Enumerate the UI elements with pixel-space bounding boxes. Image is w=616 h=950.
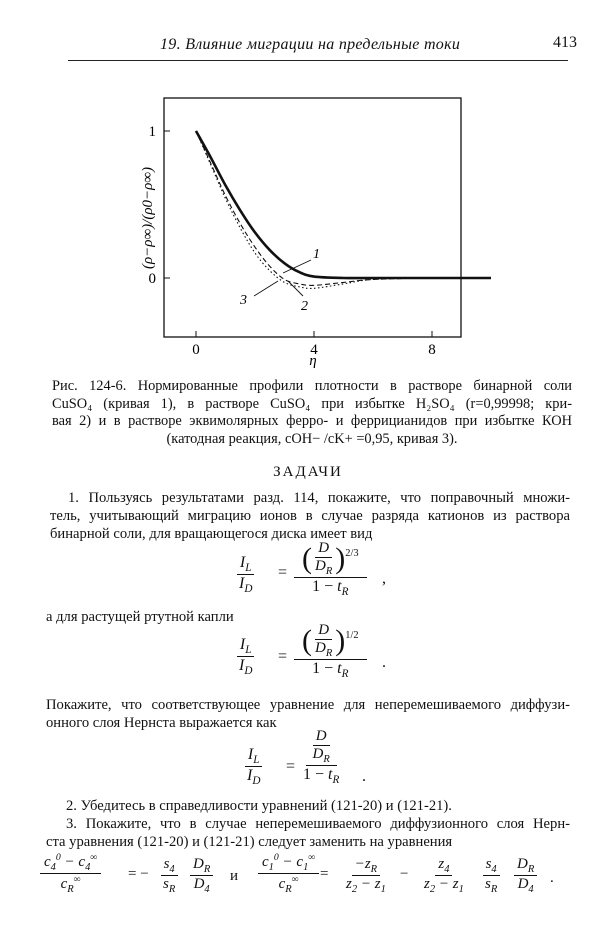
x-tick-label-8: 8 — [428, 342, 436, 358]
problem-3-text — [46, 815, 570, 851]
problem-2-text: 2. Убедитесь в справедливости уравнений (121-20) и (121-21). — [66, 798, 452, 814]
caption-line-2: CuSO₄ (кривая 1), в растворе CuSO₄ при избытке H₂SO₄ (r=0,99998; кри- — [52, 395, 572, 412]
eq1-lhs: $\frac{I_L}{I_D}$ — [236, 554, 255, 595]
page-number: 413 — [553, 34, 577, 51]
caption-line-1: Рис. 124-6. Нормированные профили плотности в растворе бинарной соли — [52, 378, 572, 394]
y-axis-label: (ρ−ρ∞)/(ρ0−ρ∞) — [140, 166, 156, 270]
problem-1-text — [50, 489, 570, 543]
figure-caption — [52, 378, 572, 448]
problem-3-line-1: 3. Покажите, что в случае неперемешиваемого диффузионного слоя Нерн- — [66, 816, 570, 832]
problem-1-text-2 — [46, 696, 570, 732]
equation-3: $\frac{I_L}{I_D}$ = $\frac{\frac{D}{D_R}}{1 - t_R}$ . — [244, 728, 374, 792]
axis-ticks — [164, 131, 432, 337]
curve-label-2: 2 — [301, 299, 308, 314]
exp-2-3: 2/3 — [345, 547, 359, 559]
eq1-denominator: $1 - t_R$ — [312, 578, 349, 599]
plot-frame — [164, 98, 461, 337]
problem-1-line-6: онного слоя Нернста выражается как — [46, 715, 277, 731]
x-tick-label-0: 0 — [192, 342, 200, 358]
x-axis-label: η — [309, 353, 317, 369]
problem-1-line-3: бинарной соли, для вращающегося диска имеет вид — [50, 526, 373, 542]
caption-line-4: (катодная реакция, cOH− /cK+ =0,95, кривая 3). — [166, 430, 458, 447]
equation-4: $\frac{c_4^0 - c_4^\infty}{c_R^\infty}$ = − $\frac{s_4}{s_R}$ $\frac{D_R}{D_4}$ и $\frac{c_1^0 - c_1^\infty}{c_R^\infty}$ = $\frac{-z_R}{z_2 - z_1}$ − $\frac{z_4}{z_2 - z_1}$ $\frac{s_4}{s_R}$ $\frac{D_R}{D_4}$ . — [40, 852, 580, 908]
problem-1-line-4: а для растущей ртутной капли — [46, 609, 234, 625]
axis-tick-labels — [149, 124, 436, 358]
problem-1-line-1: 1. Пользуясь результатами разд. 114, покажите, что поправочный множи- — [68, 490, 570, 506]
leader-curve-3 — [254, 281, 278, 296]
equation-2: $\frac{I_L}{I_D}$ = ( $\frac{D}{D_R}$ )$^{1/2}$ $1 - t_R$ . — [236, 622, 386, 684]
section-title: ЗАДАЧИ — [273, 464, 343, 480]
problem-3-line-2: ста уравнения (121-20) и (121-21) следует заменить на уравнения — [46, 834, 453, 850]
y-tick-label-1: 1 — [148, 124, 156, 140]
series-curve-1 — [196, 131, 491, 278]
y-tick-label-0: 0 — [148, 271, 156, 287]
equation-1: $\frac{I_L}{I_D}$ = ( $\frac{D}{D_R}$ )$^{2/3}$ $1 - t_R$ , — [236, 540, 386, 600]
running-header-title: 19. Влияние миграции на предельные токи — [160, 36, 461, 53]
series-group — [196, 131, 491, 288]
curve-label-3: 3 — [240, 293, 247, 308]
problem-1-line-5: Покажите, что соответствующее уравнение для неперемешиваемого диффузи- — [46, 697, 570, 713]
eq1-rhs: ( $\frac{D}{D_R}$ )$^{2/3}$ $1 - t_R$ — [294, 540, 367, 598]
density-profile-chart — [0, 0, 616, 380]
problem-1-line-2: тель, учитывающий миграцию ионов в случае разряда катионов из раствора — [50, 508, 570, 524]
conjunction-and: и — [230, 868, 239, 884]
x-tick-label-4: 4 — [310, 342, 318, 358]
curve-label-1: 1 — [313, 247, 320, 262]
caption-line-3: вая 2) и в растворе эквимолярных ферро- и феррицианидов при избытке КОН — [52, 413, 572, 429]
exp-1-2: 1/2 — [345, 629, 359, 641]
